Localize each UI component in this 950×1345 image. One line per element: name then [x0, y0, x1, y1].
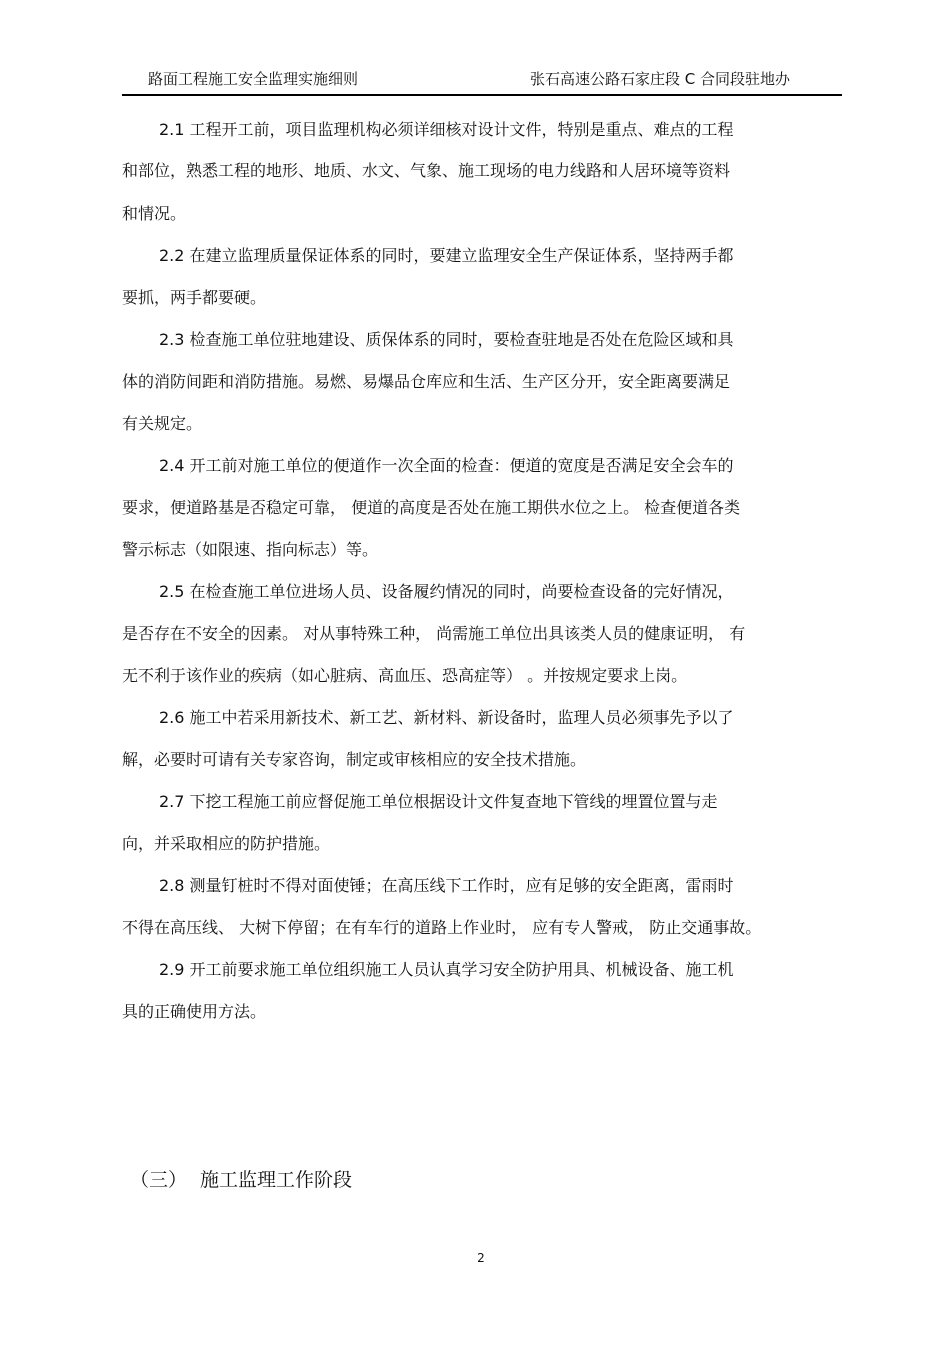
paragraph-line: 有关规定。	[122, 414, 203, 433]
header-divider	[122, 94, 842, 96]
paragraph-line: 2.1 工程开工前，项目监理机构必须详细核对设计文件，特别是重点、难点的工程	[159, 120, 734, 139]
paragraph-line: 2.6 施工中若采用新技术、新工艺、新材料、新设备时，监理人员必须事先予以了	[159, 708, 734, 727]
paragraph-line: 2.4 开工前对施工单位的便道作一次全面的检查：便道的宽度是否满足安全会车的	[159, 456, 734, 475]
paragraph-line: 2.9 开工前要求施工单位组织施工人员认真学习安全防护用具、机械设备、施工机	[159, 960, 734, 979]
paragraph-line: 体的消防间距和消防措施。易燃、易爆品仓库应和生活、生产区分开，安全距离要满足	[122, 372, 731, 391]
section-number: （三）	[130, 1169, 188, 1191]
header-project-office: 张石高速公路石家庄段 C 合同段驻地办	[530, 70, 791, 88]
paragraph-line: 2.5 在检查施工单位进场人员、设备履约情况的同时，尚要检查设备的完好情况，	[159, 582, 734, 601]
paragraph-line: 和部位，熟悉工程的地形、地质、水文、气象、施工现场的电力线路和人居环境等资料	[122, 161, 731, 180]
paragraph-line: 2.7 下挖工程施工前应督促施工单位根据设计文件复查地下管线的埋置位置与走	[159, 792, 718, 811]
paragraph-line: 2.2 在建立监理质量保证体系的同时，要建立监理安全生产保证体系，坚持两手都	[159, 246, 734, 265]
paragraph-line: 不得在高压线、 大树下停留；在有车行的道路上作业时， 应有专人警戒， 防止交通事故。	[122, 918, 762, 937]
paragraph-line: 2.3 检查施工单位驻地建设、质保体系的同时，要检查驻地是否处在危险区域和具	[159, 330, 734, 349]
paragraph-line: 要抓，两手都要硬。	[122, 288, 267, 307]
header-document-title: 路面工程施工安全监理实施细则	[148, 70, 359, 88]
paragraph-line: 警示标志（如限速、指向标志）等。	[122, 540, 379, 559]
paragraph-line: 具的正确使用方法。	[122, 1002, 267, 1021]
paragraph-line: 2.8 测量钉桩时不得对面使锤；在高压线下工作时，应有足够的安全距离，雷雨时	[159, 876, 734, 895]
paragraph-line: 向，并采取相应的防护措施。	[122, 834, 331, 853]
paragraph-line: 和情况。	[122, 204, 187, 223]
section-title: 施工监理工作阶段	[200, 1169, 353, 1191]
section-heading	[130, 1166, 352, 1194]
paragraph-line: 解，必要时可请有关专家咨询，制定或审核相应的安全技术措施。	[122, 750, 587, 769]
paragraph-line: 无不利于该作业的疾病（如心脏病、高血压、恐高症等） 。并按规定要求上岗。	[122, 666, 688, 685]
paragraph-line: 要求，便道路基是否稳定可靠， 便道的高度是否处在施工期供水位之上。 检查便道各类	[122, 498, 741, 517]
page-number: 2	[477, 1251, 485, 1265]
paragraph-line: 是否存在不安全的因素。 对从事特殊工种， 尚需施工单位出具该类人员的健康证明， 有	[122, 624, 746, 643]
